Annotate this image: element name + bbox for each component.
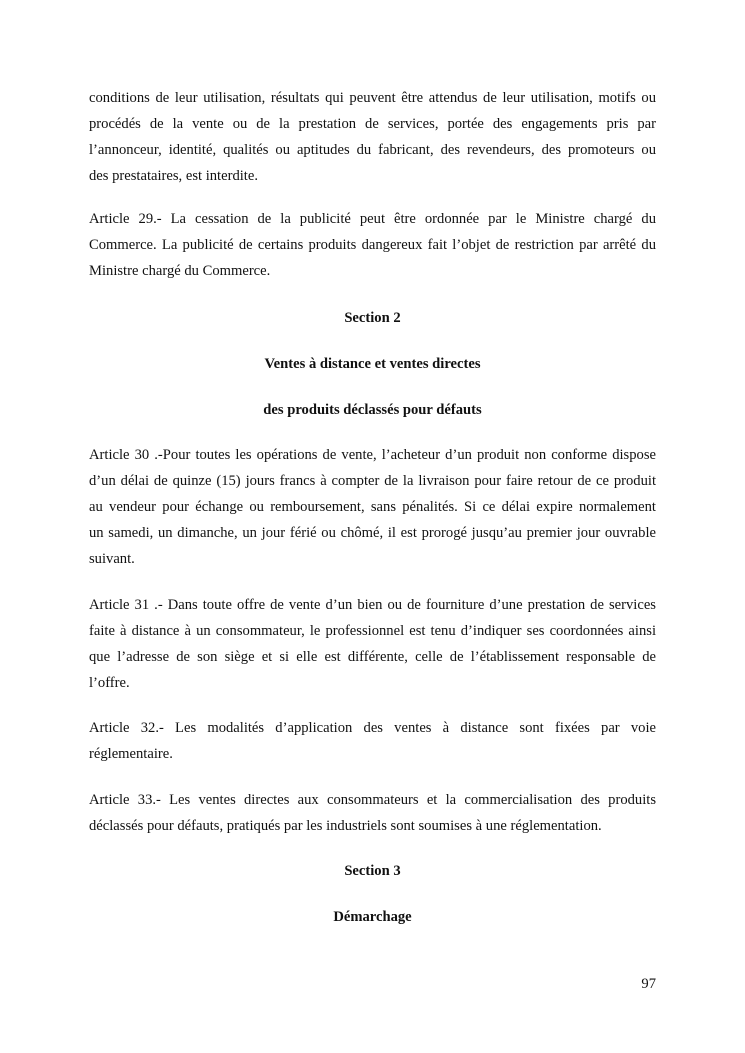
section-2-heading: Section 2 <box>344 310 401 326</box>
text-line: Article 33.- Les ventes directes aux consommateurs et la commercialisation des produits <box>89 792 656 808</box>
paragraph-article-30 <box>89 442 656 572</box>
text-line: conditions de leur utilisation, résultats qui peuvent être attendus de leur utilisation, motifs ou <box>89 90 656 106</box>
section-3-title: Démarchage <box>333 909 412 925</box>
text-line: faite à distance à un consommateur, le professionnel est tenu d’indiquer ses coordonnées ainsi <box>89 623 656 639</box>
paragraph-article-33 <box>89 787 656 839</box>
section-3-heading: Section 3 <box>344 863 401 879</box>
text-line: Article 32.- Les modalités d’application des ventes à distance sont fixées par voie <box>89 720 656 736</box>
text-line: que l’adresse de son siège et si elle est différente, celle de l’établissement responsable de <box>89 649 656 665</box>
section-2-title-line-1: Ventes à distance et ventes directes <box>264 356 481 372</box>
text-line: d’un délai de quinze (15) jours francs à compter de la livraison pour faire retour de ce produit <box>89 473 656 489</box>
text-line: Article 31 .- Dans toute offre de vente d’un bien ou de fourniture d’une prestation de services <box>89 597 656 613</box>
text-line: réglementaire. <box>89 746 173 762</box>
text-line: Article 30 .-Pour toutes les opérations de vente, l’acheteur d’un produit non conforme dispose <box>89 447 656 463</box>
text-line: procédés de la vente ou de la prestation de services, portée des engagements pris par <box>89 116 656 132</box>
text-line: l’offre. <box>89 675 130 691</box>
text-line: suivant. <box>89 551 135 567</box>
text-line: Article 29.- La cessation de la publicité peut être ordonnée par le Ministre chargé du <box>89 211 656 227</box>
section-2-title-line-2: des produits déclassés pour défauts <box>263 402 482 418</box>
paragraph-article-32 <box>89 715 656 767</box>
paragraph-article-31 <box>89 592 656 696</box>
text-line: Ministre chargé du Commerce. <box>89 263 271 279</box>
paragraph-article-29 <box>89 206 656 284</box>
text-line: l’annonceur, identité, qualités ou aptitudes du fabricant, des revendeurs, des promoteurs ou <box>89 142 656 158</box>
text-line: un samedi, un dimanche, un jour férié ou chômé, il est prorogé jusqu’au premier jour ouvrable <box>89 525 656 541</box>
text-line: au vendeur pour échange ou remboursement, sans pénalités. Si ce délai expire normalement <box>89 499 656 515</box>
text-line: déclassés pour défauts, pratiqués par les industriels sont soumises à une réglementation. <box>89 818 602 834</box>
page-number: 97 <box>641 976 656 992</box>
text-line: Commerce. La publicité de certains produits dangereux fait l’objet de restriction par arrêté du <box>89 237 656 253</box>
paragraph-prohibition <box>89 85 656 189</box>
text-line: des prestataires, est interdite. <box>89 168 258 184</box>
